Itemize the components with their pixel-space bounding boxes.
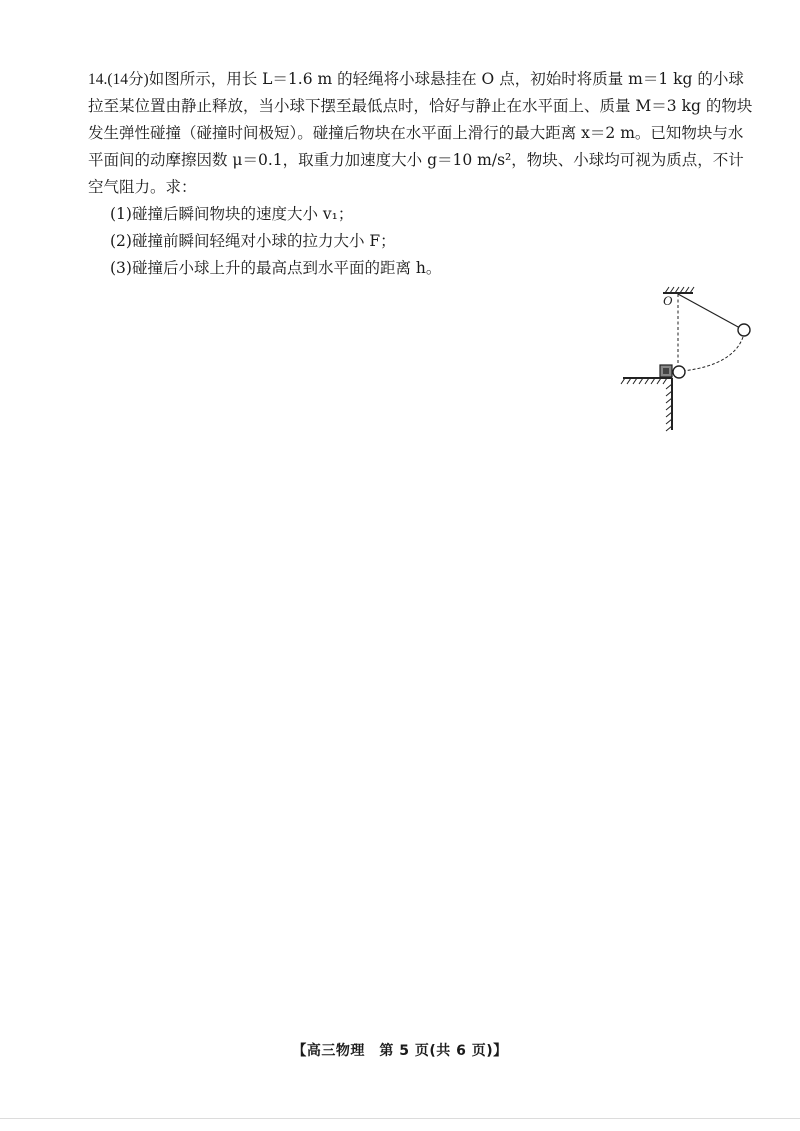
problem-header: 14.(14分): [88, 71, 149, 88]
pendulum-diagram: [615, 285, 760, 435]
pendulum-figure: [615, 285, 760, 435]
problem-stem: [88, 66, 754, 201]
rope: [678, 294, 740, 328]
problem-text: 如图所示，用长 L＝1.6 m 的轻绳将小球悬挂在 O 点，初始时将质量 m＝1 kg 的小球拉至某位置由静止释放，当小球下摆至最低点时，恰好与静止在水平面上、质量 M＝3 kg 的物块发生弹性碰撞（碰撞时间极短）。碰撞后物块在水平面上滑行的最大距离 x＝2 m。已知物块与水平面间的动摩擦因数 μ＝0.1，取重力加速度大小 g＝10 m/s²，物块、小球均可视为质点，不计空气阻力。求：: [88, 70, 753, 196]
pivot-label: O: [663, 293, 673, 308]
question-3: (3)碰撞后小球上升的最高点到水平面的距离 h。: [110, 259, 442, 277]
question-1: (1)碰撞后瞬间物块的速度大小 v₁；: [110, 205, 354, 223]
block-shading: [663, 368, 669, 374]
ball-initial: [738, 324, 750, 336]
ball-lowest: [673, 366, 685, 378]
swing-path: [683, 337, 743, 371]
page-footer: 【高三物理 第 5 页(共 6 页)】: [292, 1043, 508, 1059]
problem-14: [88, 66, 754, 282]
bottom-divider: [0, 1118, 800, 1119]
question-2: (2)碰撞前瞬间轻绳对小球的拉力大小 F；: [110, 232, 396, 250]
